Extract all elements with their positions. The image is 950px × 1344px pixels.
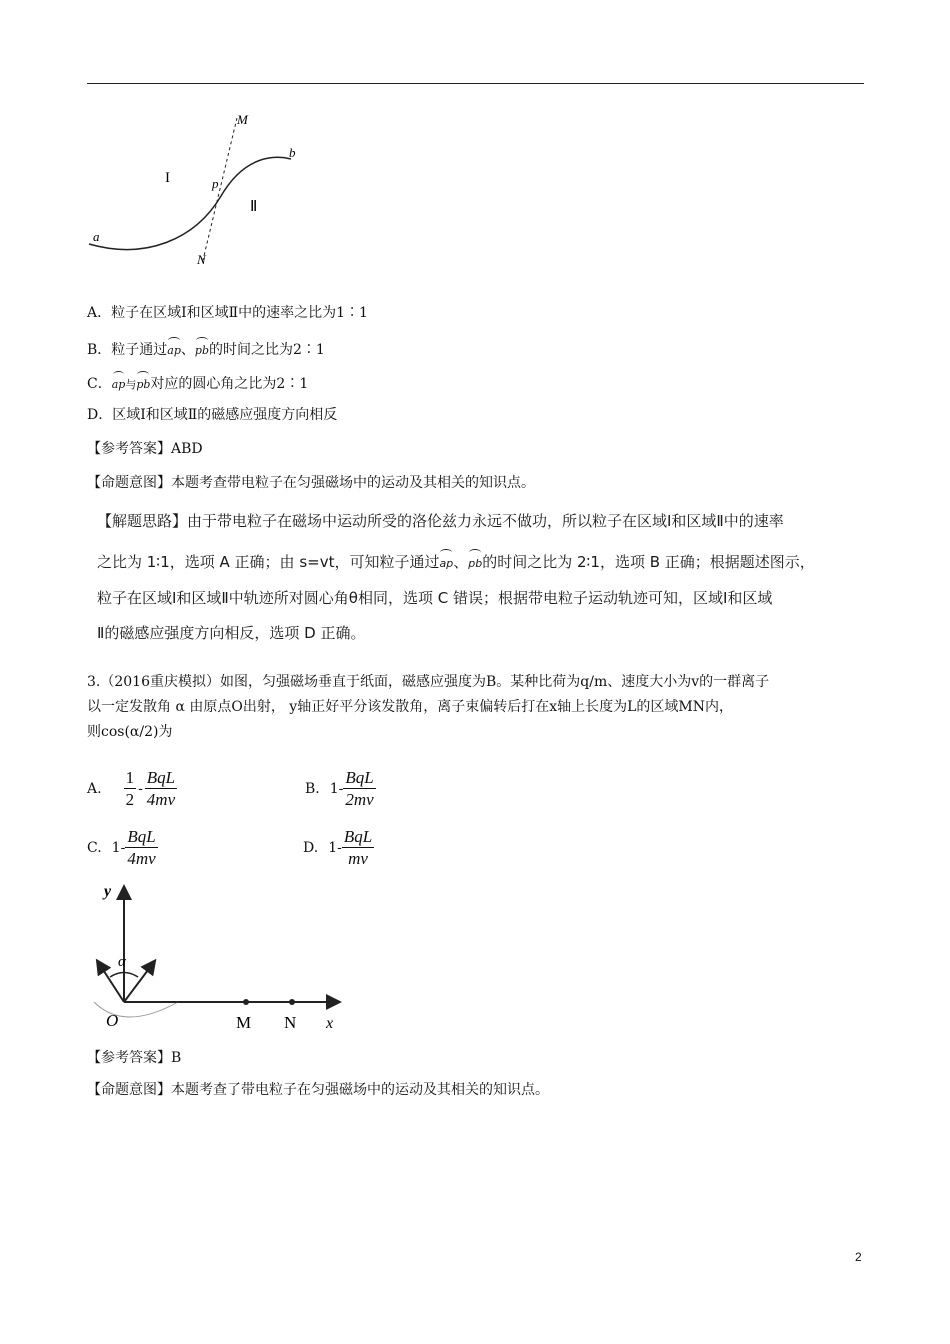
beam-right [124, 962, 154, 1002]
one-minus: 1- [329, 780, 344, 797]
arc-ap: ap [439, 549, 453, 575]
denominator: 4mv [127, 849, 156, 868]
numerator: BqL [146, 768, 176, 787]
option-B-text: B．粒子通过 [87, 342, 168, 358]
trajectory-curve [89, 157, 291, 249]
figure-axes [88, 876, 358, 1036]
fraction-BqL-mv [342, 826, 374, 869]
q3-option-B [305, 767, 376, 810]
label-region-I: I [165, 170, 170, 186]
label-M: M [236, 1013, 252, 1032]
q3-option-C-label: C. [87, 839, 102, 856]
solution-line-3: 粒子在区域Ⅰ和区域Ⅱ中轨迹所对圆心角θ相同，选项 C 错误；根据带电粒子运动轨迹可知，区域Ⅰ和区域 [97, 589, 773, 607]
option-B-tail: 的时间之比为2∶1 [209, 342, 325, 358]
solution-line-2 [97, 549, 815, 575]
solution-sep: 、 [453, 553, 469, 571]
point-M [243, 999, 249, 1005]
fraction-BqL-4mv [145, 767, 177, 810]
q3-option-D-label: D. [303, 839, 319, 856]
numerator: BqL [345, 768, 374, 787]
denominator: 2 [125, 790, 135, 809]
arc-ap: ap [167, 337, 181, 361]
q3-stem-line-3: 则cos(α/2)为 [87, 724, 173, 740]
label-alpha: α [118, 954, 126, 970]
option-A: A．粒子在区域Ⅰ和区域Ⅱ中的速率之比为1∶1 [87, 305, 368, 321]
numerator: 1 [125, 768, 135, 787]
option-D: D．区域Ⅰ和区域Ⅱ的磁感应强度方向相反 [87, 407, 338, 423]
denominator: mv [348, 849, 368, 868]
label-N: N [284, 1013, 297, 1032]
label-x: x [326, 1015, 334, 1032]
answer-q2: 【参考答案】ABD [87, 441, 203, 457]
option-C-mid: 与 [125, 378, 137, 391]
label-O: O [106, 1011, 119, 1030]
label-N: N [197, 252, 206, 267]
intent-q3: 【命题意图】本题考查了带电粒子在匀强磁场中的运动及其相关的知识点。 [87, 1082, 549, 1098]
boundary-line-MN [203, 118, 237, 260]
q3-option-B-label: B. [305, 780, 320, 797]
intent-q2: 【命题意图】本题考查带电粒子在匀强磁场中的运动及其相关的知识点。 [87, 475, 535, 491]
q3-stem-line-1: 3.（2016重庆模拟）如图，匀强磁场垂直于纸面，磁感应强度为B。某种比荷为q/m、速度大小为v的一群离子 [87, 674, 770, 690]
arc-pb: pb [468, 549, 482, 575]
q3-stem-line-2: 以一定发散角 α 由原点O出射， y轴正好平分该发散角，离子束偏转后打在x轴上长度为L的区域MN内， [87, 699, 733, 715]
arc-pb: pb [136, 371, 150, 395]
label-y: y [104, 883, 112, 900]
solution-line-2-tail: 的时间之比为 2∶1，选项 B 正确；根据题述图示， [482, 553, 815, 571]
label-M: M [237, 112, 248, 127]
minus-sign: - [138, 780, 143, 797]
q3-option-D [303, 826, 374, 869]
numerator: BqL [343, 827, 373, 846]
q3-option-A-label: A. [87, 780, 102, 797]
arc-pb: pb [195, 337, 209, 361]
q3-option-A [87, 767, 177, 810]
fraction-BqL-4mv [125, 826, 157, 869]
label-region-II: Ⅱ [250, 199, 258, 215]
figure-trajectory [85, 110, 315, 270]
denominator: 4mv [146, 790, 176, 809]
answer-q3: 【参考答案】B [87, 1050, 182, 1066]
label-a: a [93, 229, 100, 244]
point-N [289, 999, 295, 1005]
option-B [87, 337, 325, 361]
label-b: b [289, 145, 296, 160]
option-C-tail: 对应的圆心角之比为2∶1 [150, 376, 309, 392]
option-C [87, 371, 308, 395]
one-minus: 1- [328, 839, 342, 856]
one-minus: 1- [111, 839, 126, 856]
page-number: 2 [855, 1250, 862, 1264]
fraction-BqL-2mv [343, 767, 375, 810]
solution-line-4: Ⅱ的磁感应强度方向相反，选项 D 正确。 [97, 624, 366, 642]
header-rule [87, 83, 864, 84]
numerator: BqL [127, 827, 156, 846]
option-B-sep: 、 [180, 342, 195, 358]
solution-line-1: 【解题思路】由于带电粒子在磁场中运动所受的洛伦兹力永远不做功，所以粒子在区域Ⅰ和区域Ⅱ中的速率 [97, 512, 784, 530]
option-C-text: C． [87, 376, 112, 392]
arc-ap: ap [112, 371, 126, 395]
denominator: 2mv [345, 790, 374, 809]
label-p: p [212, 176, 219, 191]
fraction-half [124, 767, 137, 810]
solution-line-2-text: 之比为 1∶1，选项 A 正确；由 s=vt，可知粒子通过 [97, 553, 440, 571]
q3-option-C [87, 826, 158, 869]
